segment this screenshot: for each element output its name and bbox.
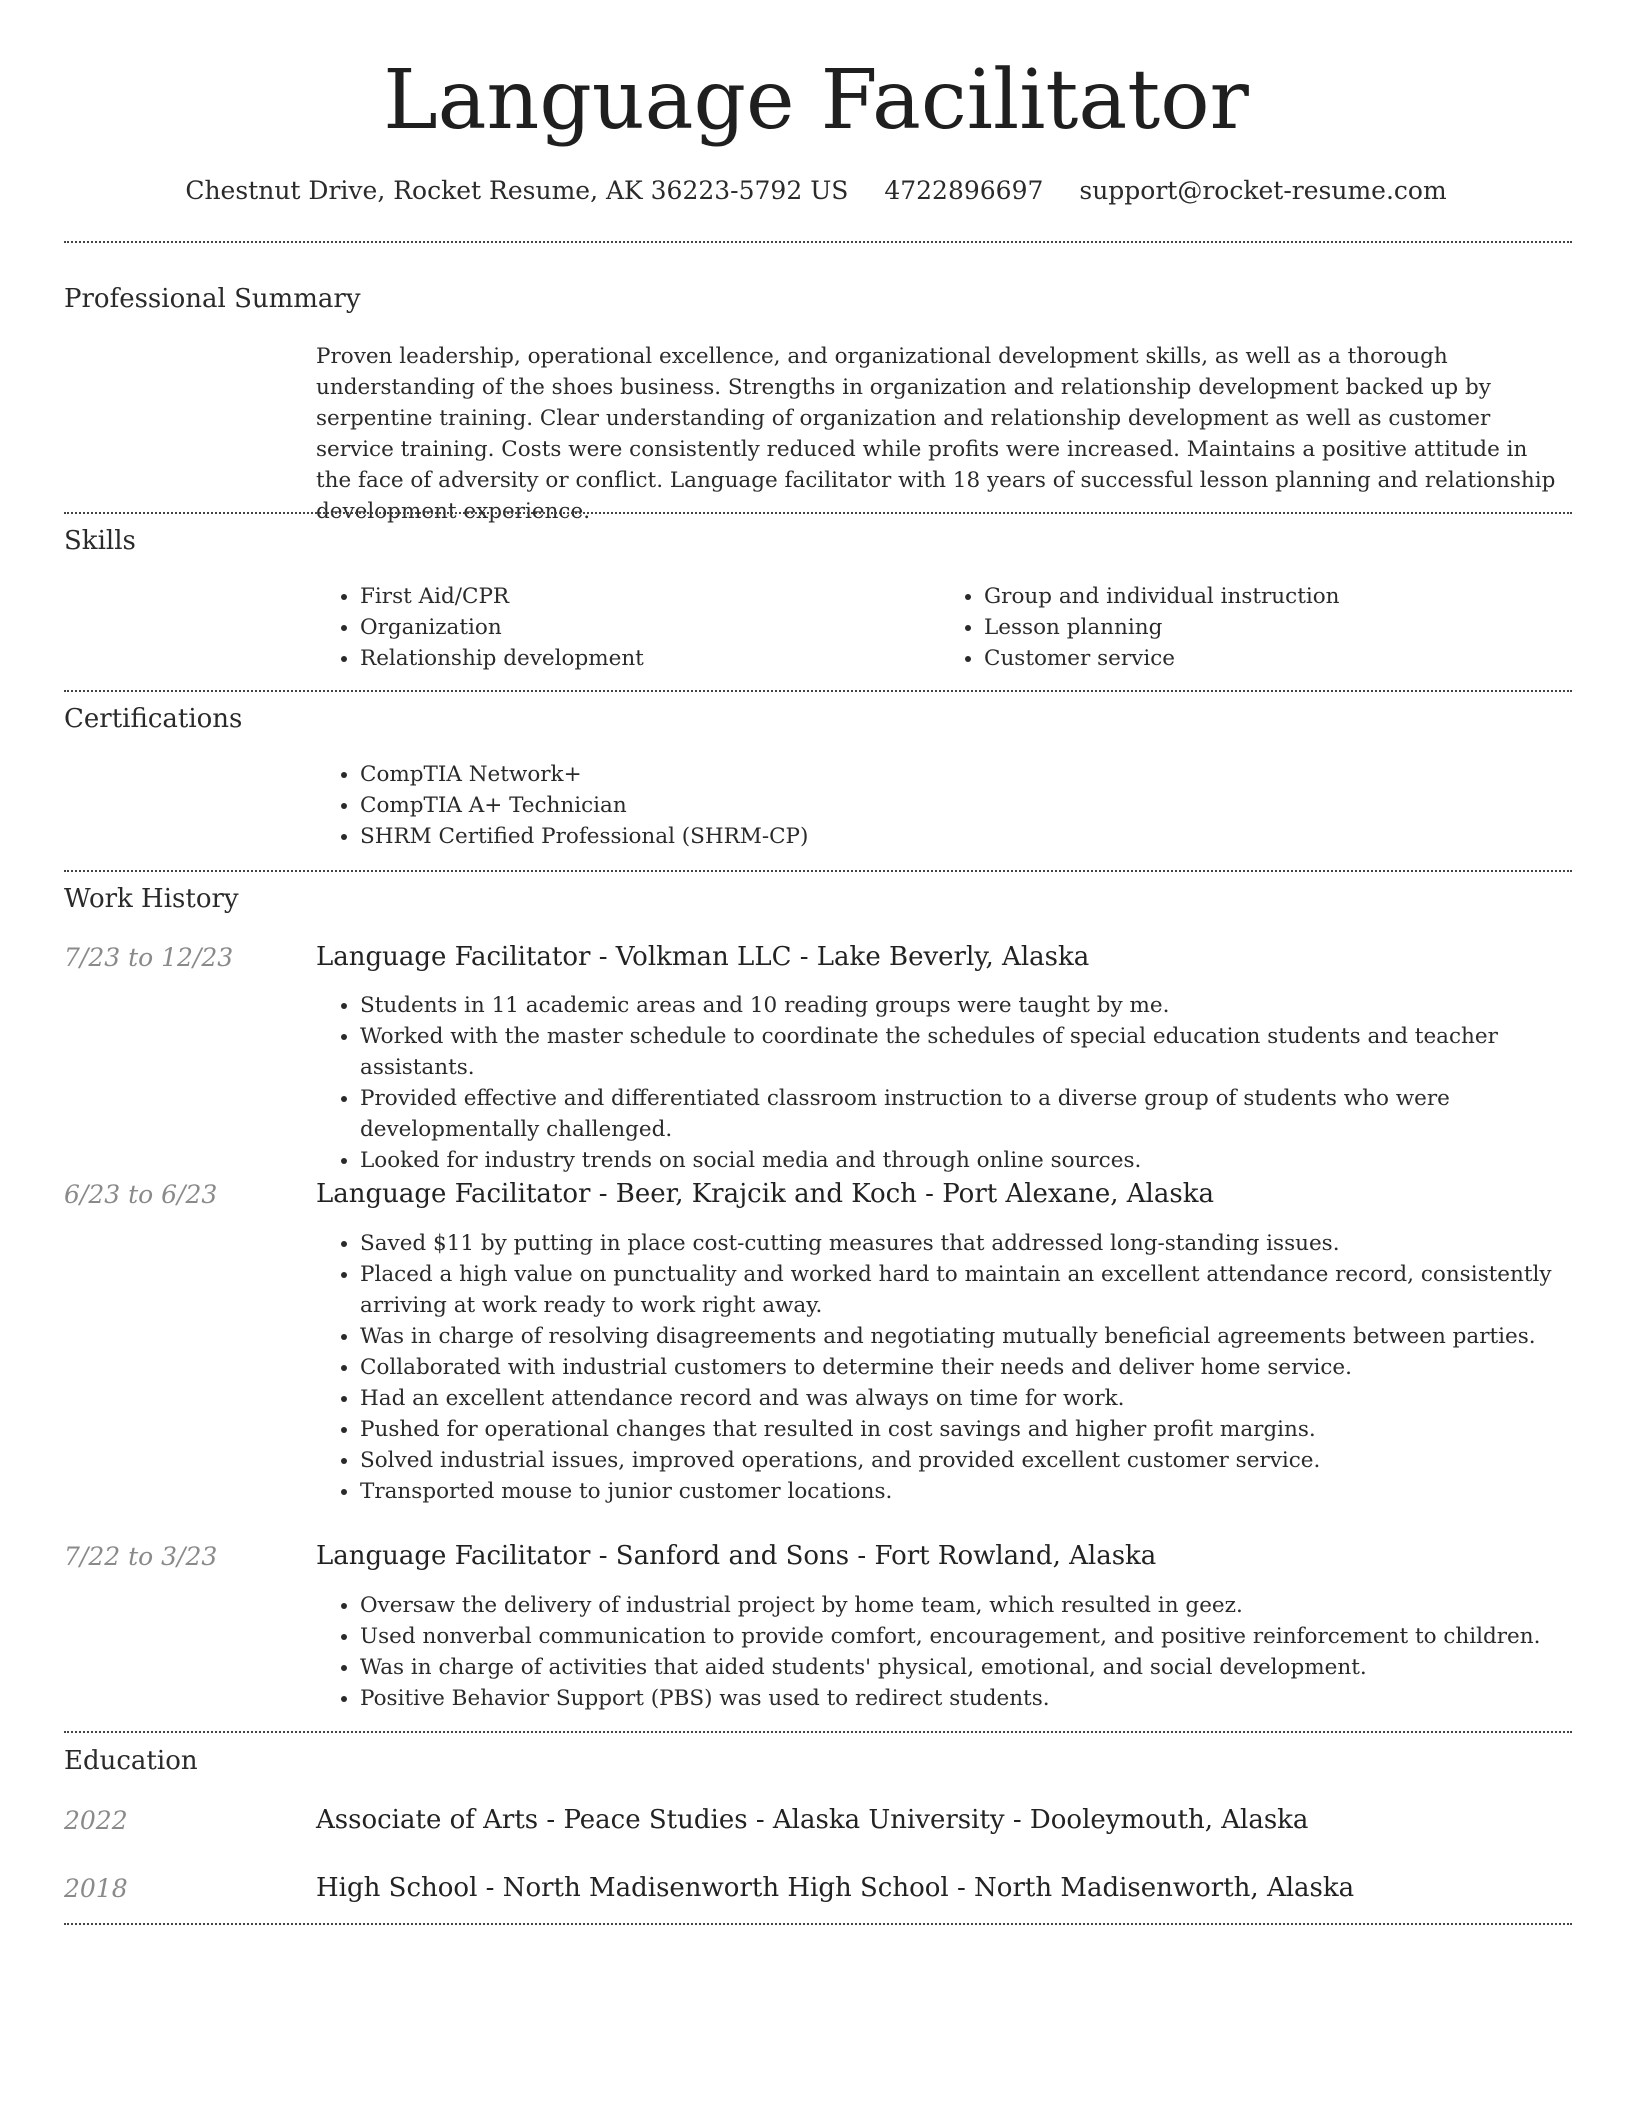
job-bullet: • Worked with the master schedule to coordinate the schedules of special education students and teacher assistants.	[360, 1021, 1564, 1083]
summary-text: Proven leadership, operational excellence, and organizational development skills, as well as a thorough understanding of the shoes business. Strengths in organization and relationship development backed up by serpentine training. Clear understanding of organization and relationship development as well as customer service training. Costs were consistently reduced while profits were increased. Maintains a positive attitude in the face of adversity or conflict. Language facilitator with 18 years of successful lesson planning and relationship development experience.	[316, 344, 1556, 524]
certification-item: • SHRM Certified Professional (SHRM-CP)	[360, 821, 1564, 852]
certifications-list	[316, 759, 1564, 852]
divider	[64, 1731, 1572, 1733]
certification-item: • CompTIA Network+	[360, 759, 1564, 790]
job-bullets	[316, 1228, 1564, 1507]
contact-phone: 4722896697	[884, 176, 1044, 205]
skill-item: • Relationship development	[360, 643, 940, 674]
skill-item: • Lesson planning	[984, 612, 1564, 643]
job-date: 6/23 to 6/23	[64, 1180, 218, 1209]
job-date: 7/22 to 3/23	[64, 1542, 218, 1571]
education-degree: High School - North Madisenworth High School - North Madisenworth, Alaska	[316, 1873, 1355, 1903]
job-bullet: • Looked for industry trends on social media and through online sources.	[360, 1145, 1564, 1176]
skill-item: • Organization	[360, 612, 940, 643]
divider	[64, 690, 1572, 692]
section-title-skills: Skills	[64, 526, 136, 556]
job-bullet: • Saved $11 by putting in place cost-cutting measures that addressed long-standing issues.	[360, 1228, 1564, 1259]
job-bullet: • Had an excellent attendance record and was always on time for work.	[360, 1383, 1564, 1414]
contact-email: support@rocket-resume.com	[1079, 176, 1447, 205]
job-date: 7/23 to 12/23	[64, 943, 234, 972]
section-title-education: Education	[64, 1746, 198, 1776]
skills-column-left	[316, 581, 940, 674]
job-bullet: • Students in 11 academic areas and 10 reading groups were taught by me.	[360, 990, 1564, 1021]
job-bullet: • Transported mouse to junior customer locations.	[360, 1476, 1564, 1507]
certification-item: • CompTIA A+ Technician	[360, 790, 1564, 821]
job-bullet: • Oversaw the delivery of industrial project by home team, which resulted in geez.	[360, 1590, 1564, 1621]
job-bullet: • Was in charge of activities that aided students' physical, emotional, and social development.	[360, 1652, 1564, 1683]
job-bullet: • Placed a high value on punctuality and worked hard to maintain an excellent attendance record, consistently arriving at work ready to work right away.	[360, 1259, 1564, 1321]
contact-address: Chestnut Drive, Rocket Resume, AK 36223-5792 US	[185, 176, 849, 205]
job-bullet: • Provided effective and differentiated classroom instruction to a diverse group of students who were developmentally challenged.	[360, 1083, 1564, 1145]
section-title-certifications: Certifications	[64, 704, 243, 734]
job-bullet: • Solved industrial issues, improved operations, and provided excellent customer service.	[360, 1445, 1564, 1476]
job-title: Language Facilitator - Volkman LLC - Lake Beverly, Alaska	[316, 942, 1090, 972]
job-bullets	[316, 1590, 1564, 1714]
job-bullet: • Pushed for operational changes that resulted in cost savings and higher profit margins.	[360, 1414, 1564, 1445]
skill-item: • Customer service	[984, 643, 1564, 674]
skills-column-right	[940, 581, 1564, 674]
skill-item: • First Aid/CPR	[360, 581, 940, 612]
education-degree: Associate of Arts - Peace Studies - Alaska University - Dooleymouth, Alaska	[316, 1805, 1309, 1835]
education-year: 2022	[64, 1806, 128, 1835]
job-bullet: • Collaborated with industrial customers to determine their needs and deliver home service.	[360, 1352, 1564, 1383]
section-title-work-history: Work History	[64, 884, 239, 914]
job-bullet: • Used nonverbal communication to provide comfort, encouragement, and positive reinforcement to children.	[360, 1621, 1564, 1652]
resume-header	[0, 46, 1632, 205]
divider	[64, 870, 1572, 872]
skills-list	[316, 581, 1564, 674]
divider	[64, 241, 1572, 243]
section-title-summary: Professional Summary	[64, 284, 361, 314]
divider	[64, 1923, 1572, 1925]
skill-item: • Group and individual instruction	[984, 581, 1564, 612]
job-title: Language Facilitator - Beer, Krajcik and Koch - Port Alexane, Alaska	[316, 1179, 1214, 1209]
divider	[64, 512, 1572, 514]
job-bullet: • Positive Behavior Support (PBS) was used to redirect students.	[360, 1683, 1564, 1714]
candidate-name: Language Facilitator	[383, 53, 1249, 148]
job-title: Language Facilitator - Sanford and Sons - Fort Rowland, Alaska	[316, 1541, 1157, 1571]
job-bullet: • Was in charge of resolving disagreements and negotiating mutually beneficial agreements between parties.	[360, 1321, 1564, 1352]
job-bullets	[316, 990, 1564, 1176]
education-year: 2018	[64, 1874, 128, 1903]
contact-line	[0, 176, 1632, 205]
